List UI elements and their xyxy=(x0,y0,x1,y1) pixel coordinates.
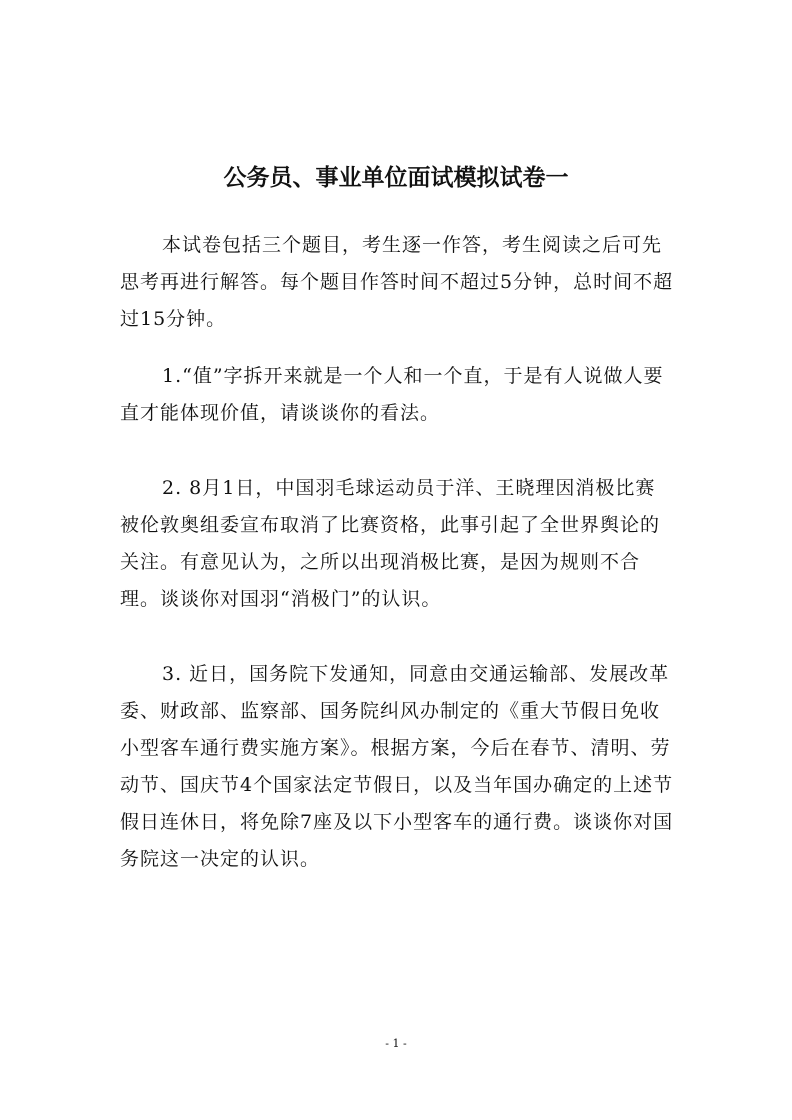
question-1: 1.“值”字拆开来就是一个人和一个直，于是有人说做人要直才能体现价值，请谈谈你的看法。 xyxy=(120,365,664,424)
question-3: 3. 近日，国务院下发通知，同意由交通运输部、发展改革委、财政部、监察部、国务院纠风办制定的《重大节假日免收小型客车通行费实施方案》。根据方案，今后在春节、清明、劳动节、国庆节4个国家法定节假日，以及当年国办确定的上述节假日连休日，将免除7座及以下小型客车的通行费。谈谈你对国务院这一决定的认识。 xyxy=(120,663,674,870)
intro-paragraph: 本试卷包括三个题目，考生逐一作答，考生阅读之后可先思考再进行解答。每个题目作答时间不超过5分钟，总时间不超过15分钟。 xyxy=(120,234,674,330)
document-title: 公务员、事业单位面试模拟试卷一 xyxy=(223,164,569,191)
question-2: 2. 8月1日，中国羽毛球运动员于洋、王晓理因消极比赛被伦敦奥组委宣布取消了比赛资格，此事引起了全世界舆论的关注。有意见认为，之所以出现消极比赛，是因为规则不合理。谈谈你对国羽“消极门”的认识。 xyxy=(120,477,661,610)
page-number: - 1 - xyxy=(385,1037,407,1050)
